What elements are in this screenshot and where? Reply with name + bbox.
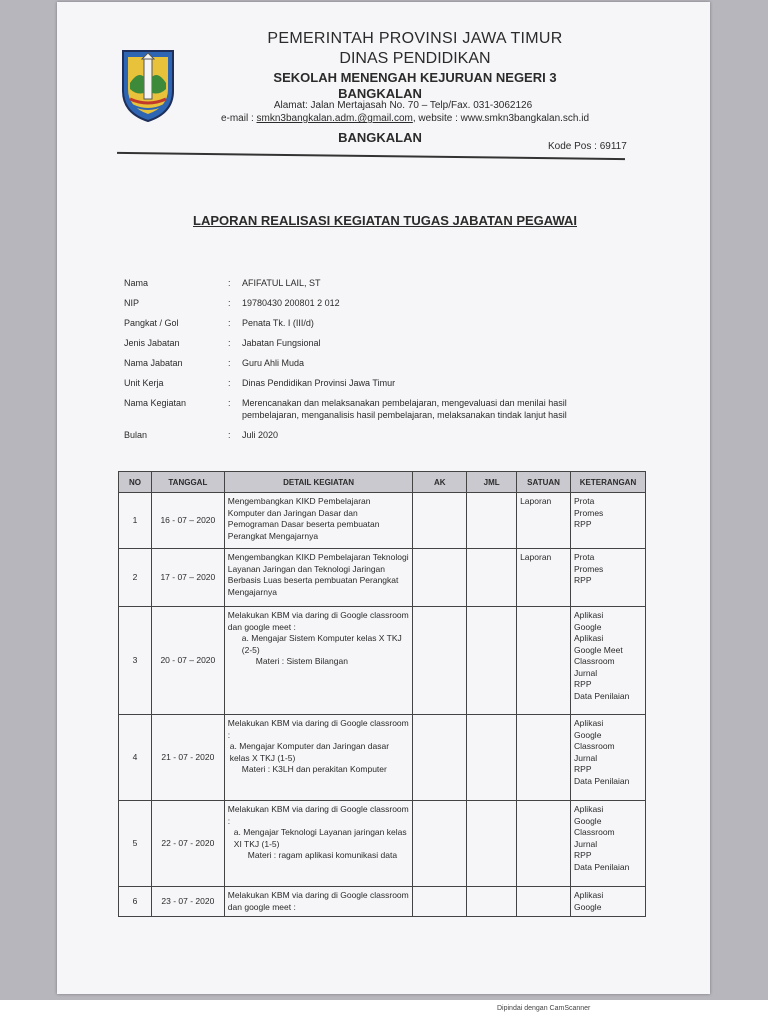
activity-table: [118, 471, 646, 917]
table-row: [119, 493, 646, 549]
col-header-date: TANGGAL: [151, 472, 224, 493]
cell-notes: Aplikasi Google: [571, 887, 646, 917]
info-row-name: Nama : AFIFATUL LAIL, ST: [124, 278, 321, 288]
cell-notes: Prota Promes RPP: [571, 493, 646, 549]
col-header-no: NO: [119, 472, 152, 493]
cell-detail: Melakukan KBM via daring di Google classroom dan google meet : a. Mengajar Sistem Komputer kelas X TKJ (2-5) Materi : Sistem Bilangan: [224, 607, 413, 715]
cell-unit: Laporan: [517, 493, 571, 549]
cell-unit: [517, 887, 571, 917]
header-department: DINAS PENDIDIKAN: [339, 50, 491, 67]
info-row-work-unit: Unit Kerja : Dinas Pendidikan Provinsi Jawa Timur: [124, 378, 396, 388]
cell-detail: Mengembangkan KIKD Pembelajaran Komputer dan Jaringan Dasar dan Pemograman Dasar beserta pembuatan Perangkat Mengajarnya: [224, 493, 413, 549]
col-header-unit: SATUAN: [517, 472, 571, 493]
table-row: [119, 715, 646, 801]
cell-date: 22 - 07 - 2020: [151, 801, 224, 887]
info-row-month: Bulan : Juli 2020: [124, 430, 279, 440]
cell-date: 21 - 07 - 2020: [151, 715, 224, 801]
cell-ak: [413, 549, 467, 607]
info-row-nip: NIP : 19780430 200801 2 012: [124, 298, 340, 308]
cell-jml: [467, 607, 517, 715]
report-title: LAPORAN REALISASI KEGIATAN TUGAS JABATAN PEGAWAI: [193, 213, 577, 228]
info-row-rank: Pangkat / Gol : Penata Tk. I (III/d): [124, 318, 314, 328]
cell-no: 6: [119, 887, 152, 917]
postcode: Kode Pos : 69117: [548, 141, 627, 152]
cell-date: 20 - 07 – 2020: [151, 607, 224, 715]
info-row-position-type: Jenis Jabatan : Jabatan Fungsional: [124, 338, 321, 348]
col-header-jml: JML: [467, 472, 517, 493]
website-text: , website : www.smkn3bangkalan.sch.id: [412, 113, 590, 124]
cell-no: 3: [119, 607, 152, 715]
col-header-ak: AK: [413, 472, 467, 493]
cell-detail: Melakukan KBM via daring di Google classroom : a. Mengajar Teknologi Layanan jaringan kelas XI TKJ (1-5) Materi : ragam aplikasi komunikasi data: [224, 801, 413, 887]
cell-ak: [413, 715, 467, 801]
cell-unit: [517, 607, 571, 715]
header-city: BANGKALAN: [338, 130, 422, 145]
cell-date: 17 - 07 – 2020: [151, 549, 224, 607]
cell-jml: [467, 887, 517, 917]
employee-info: [124, 277, 594, 449]
email-link: smkn3bangkalan.adm.@gmail.com: [256, 113, 413, 124]
header-address: Alamat: Jalan Mertajasah No. 70 – Telp/Fax. 031-3062126: [273, 100, 533, 111]
cell-jml: [467, 493, 517, 549]
cell-jml: [467, 715, 517, 801]
east-java-emblem-icon: [118, 43, 178, 123]
cell-ak: [413, 607, 467, 715]
col-header-notes: KETERANGAN: [571, 472, 646, 493]
cell-unit: [517, 801, 571, 887]
col-header-detail: DETAIL KEGIATAN: [224, 472, 413, 493]
header-contact: [175, 113, 635, 124]
cell-jml: [467, 549, 517, 607]
cell-ak: [413, 493, 467, 549]
cell-notes: Aplikasi Google Classroom Jurnal RPP Data Penilaian: [571, 801, 646, 887]
cell-no: 1: [119, 493, 152, 549]
cell-date: 23 - 07 - 2020: [151, 887, 224, 917]
cell-notes: Aplikasi Google Classroom Jurnal RPP Data Penilaian: [571, 715, 646, 801]
header-government: PEMERINTAH PROVINSI JAWA TIMUR: [267, 30, 563, 47]
table-row: [119, 549, 646, 607]
cell-date: 16 - 07 – 2020: [151, 493, 224, 549]
cell-ak: [413, 801, 467, 887]
cell-ak: [413, 887, 467, 917]
table-row: [119, 607, 646, 715]
cell-notes: Prota Promes RPP: [571, 549, 646, 607]
cell-unit: [517, 715, 571, 801]
cell-jml: [467, 801, 517, 887]
info-row-activity: Nama Kegiatan : Merencanakan dan melaksanakan pembelajaran, mengevaluasi dan menilai hasil pembelajaran, menganalisis hasil pembelajaran, melaksanakan tindak lanjut hasil: [124, 398, 567, 420]
cell-no: 2: [119, 549, 152, 607]
header-school: SEKOLAH MENENGAH KEJURUAN NEGERI 3: [273, 70, 557, 85]
cell-unit: Laporan: [517, 549, 571, 607]
camscanner-footer: Dipindai dengan CamScanner: [497, 1005, 591, 1012]
cell-no: 4: [119, 715, 152, 801]
table-row: [119, 801, 646, 887]
table-header-row: [119, 472, 646, 493]
cell-no: 5: [119, 801, 152, 887]
cell-detail: Melakukan KBM via daring di Google classroom dan google meet :: [224, 887, 413, 917]
email-label: e-mail :: [220, 113, 254, 124]
table-row: [119, 887, 646, 917]
header-school-city: BANGKALAN: [338, 86, 422, 101]
info-row-position-name: Nama Jabatan : Guru Ahli Muda: [124, 358, 305, 368]
cell-notes: Aplikasi Google Aplikasi Google Meet Classroom Jurnal RPP Data Penilaian: [571, 607, 646, 715]
cell-detail: Melakukan KBM via daring di Google classroom : a. Mengajar Komputer dan Jaringan dasar kelas X TKJ (1-5) Materi : K3LH dan perakitan Komputer: [224, 715, 413, 801]
cell-detail: Mengembangkan KIKD Pembelajaran Teknologi Layanan Jaringan dan Teknologi Jaringan Berbasis Luas beserta pembuatan Perangkat Mengajarnya: [224, 549, 413, 607]
